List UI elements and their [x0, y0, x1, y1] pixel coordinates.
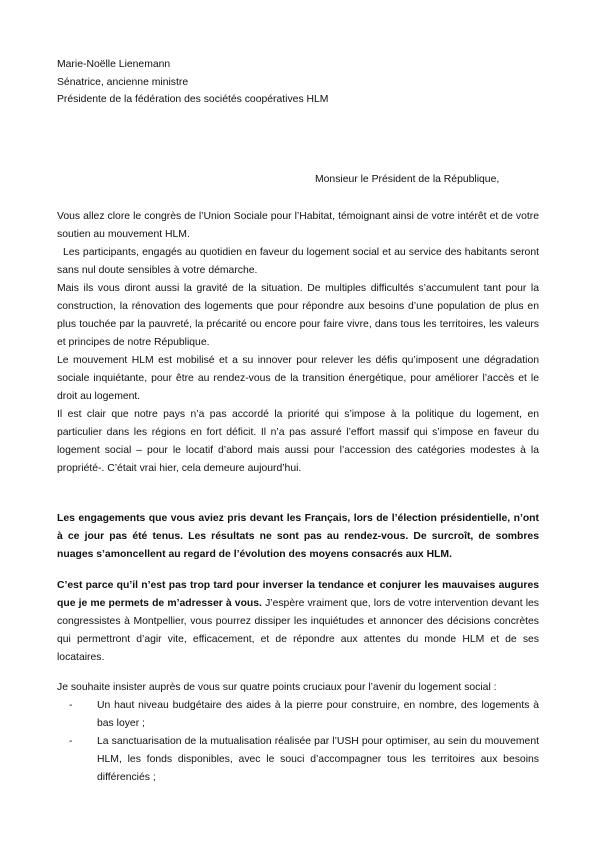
commitments-paragraph — [57, 510, 539, 564]
commitments-text: Les engagements que vous aviez pris devant les Français, lors de l’élection présidentielle, n’ont à ce jour pas été tenus. Les résultats ne sont pas au rendez-vous. De surcroît, de sombres nuages s’amoncellent au regard de l’évolution des moyens consacrés aux HLM. — [57, 513, 539, 560]
appeal-paragraph — [57, 577, 539, 667]
list-item — [57, 697, 539, 733]
list-item — [57, 733, 539, 787]
appeal-normal-text: J’espère vraiment que, lors de votre intervention devant les congressistes à Montpellier, vous pourrez dissiper les inquiétudes et annoncer des décisions concrètes qui permettront d’agir vite, efficacement, et de répondre aux attentes du monde HLM et de ses locataires. — [57, 598, 540, 663]
points-list — [57, 697, 539, 787]
intro-paragraph: Les participants, engagés au quotidien en faveur du logement social et au service des habitants seront sans nul doute sensibles à votre démarche. — [57, 247, 539, 276]
salutation: Monsieur le Président de la République, — [315, 174, 500, 185]
sender-name: Marie-Noëlle Lienemann — [57, 59, 171, 70]
intro-paragraph: Le mouvement HLM est mobilisé et a su innover pour relever les défis qu’imposent une dégradation sociale inquiétante, pour être au rendez-vous de la transition énergétique, pour améliorer l’accès et le droit au logement. — [57, 355, 539, 402]
intro-paragraph: Il est clair que notre pays n’a pas accordé la priorité qui s’impose à la politique du logement, en particulier dans les régions en fort déficit. Il n’a pas assuré l’effort massif qui s’impose en faveur du logement social – pour le locatif d’abord mais aussi pour l’accession des catégories modestes à la propriété-. C’était vrai hier, cela demeure aujourd’hui. — [57, 409, 539, 474]
intro-paragraph: Mais ils vous diront aussi la gravité de la situation. De multiples difficultés s’accumulent tant pour la construction, la rénovation des logements que pour répondre aux besoins d’une population de plus en plus touchée par la pauvreté, la précarité ou encore pour faire vivre, dans tous les territoires, les valeurs et principes de notre République. — [57, 283, 539, 348]
points-section — [57, 679, 539, 787]
sender-title: Présidente de la fédération des sociétés coopératives HLM — [57, 94, 329, 105]
intro-section — [57, 208, 539, 478]
list-item-text: Un haut niveau budgétaire des aides à la pierre pour construire, en nombre, des logements à bas loyer ; — [97, 700, 539, 729]
sender-role: Sénatrice, ancienne ministre — [57, 76, 189, 88]
intro-paragraph: Vous allez clore le congrès de l’Union Sociale pour l’Habitat, témoignant ainsi de votre intérêt et de votre soutien au mouvement HLM. — [57, 211, 539, 240]
letter-header — [57, 56, 328, 109]
list-item-text: La sanctuarisation de la mutualisation réalisée par l’USH pour optimiser, au sein du mouvement HLM, les fonds disponibles, avec le souci d’accompagner tous les territoires aux besoins différenciés ; — [97, 736, 539, 783]
points-intro: Je souhaite insister auprès de vous sur quatre points cruciaux pour l’avenir du logement social : — [57, 682, 497, 693]
appeal-text — [57, 577, 539, 667]
appeal-bold-text: C’est parce qu’il n’est pas trop tard pour inverser la tendance et conjurer les mauvaises augures que je me permets de m’adresser à vous. — [57, 580, 539, 609]
list-dash: - — [69, 700, 73, 711]
list-dash: - — [69, 736, 73, 747]
